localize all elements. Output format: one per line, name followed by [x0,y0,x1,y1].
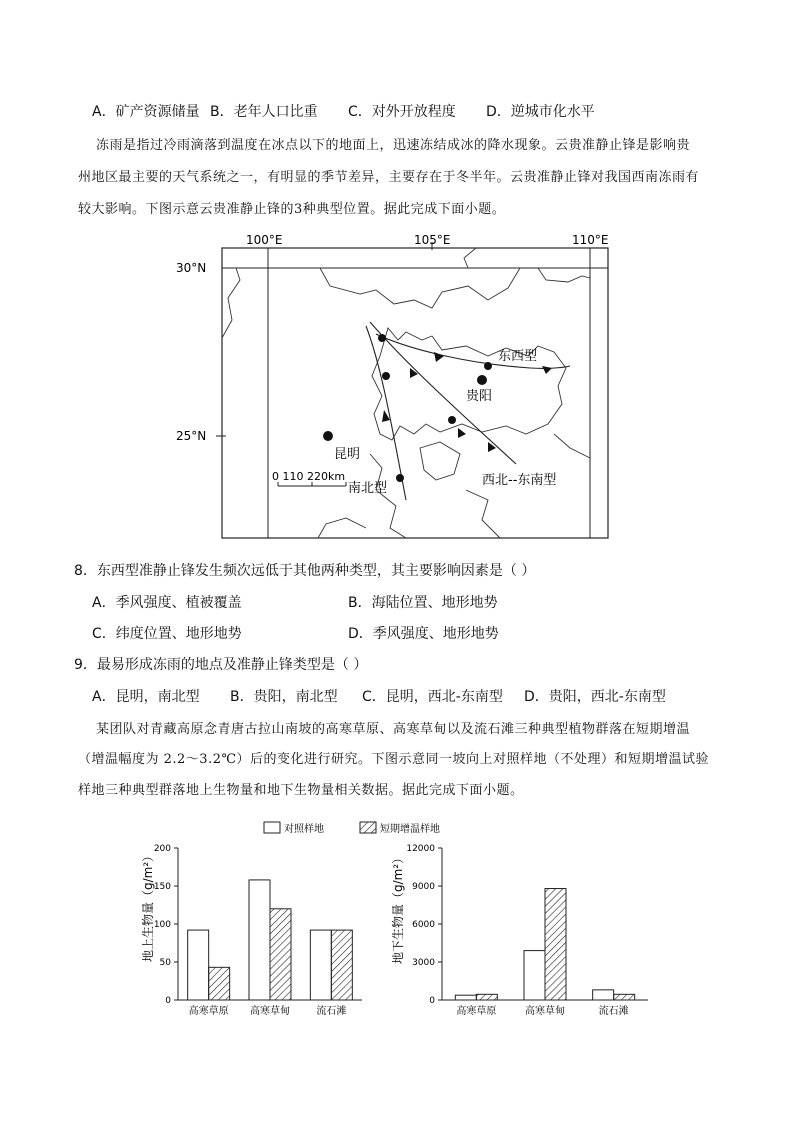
northwest-southeast-front [370,322,516,464]
y-tick-label: 9000 [412,882,435,892]
y-tick-label: 100 [153,920,171,930]
kunming-dot [323,431,333,441]
guiyang-label: 贵阳 [466,389,493,404]
legend-swatch-warming [360,822,376,833]
bar-warming [614,994,635,1000]
province-boundaries [222,248,590,538]
q9-option-d: D．贵阳，西北-东南型 [524,689,666,705]
q8-option-a: A．季风强度、植被覆盖 [92,595,242,611]
passage2-line2: （增温幅度为 2.2～3.2℃）后的变化进行研究。下图示意同一坡向上对照样地（不处理）和短期增温试验 [78,752,710,767]
front-position-map [170,228,620,540]
q8-option-d: D．季风强度、地形地势 [348,626,499,642]
lon-label-110: 110°E [572,233,609,247]
east-west-front [376,334,570,368]
map-frame [222,248,608,538]
q7-option-a: A．矿产资源储量 [92,104,200,120]
q8-stem: 8．东西型准静止锋发生频次远低于其他两种类型，其主要影响因素是（ ） [74,563,536,579]
y-tick-label: 0 [429,996,435,1006]
bar-warming [331,930,352,1000]
front-label-northwest-southeast: 西北--东南型 [482,473,557,488]
bar-control [455,995,476,1000]
y-tick-label: 12000 [406,844,435,854]
x-tick-label: 高寒草原 [456,1006,497,1017]
y-tick-label: 50 [159,958,171,968]
chart1-ylabel: 地上生物量（g/m²） [141,849,155,962]
q8-option-b: B．海陆位置、地形地势 [348,595,498,611]
biomass-bar-charts [130,812,660,1032]
y-tick-label: 150 [153,882,171,892]
front-label-east-west: 东西型 [498,349,538,364]
chart2-ylabel: 地下生物量（g/m²） [391,851,405,964]
lon-label-105: 105°E [414,233,451,247]
bar-warming [270,909,291,1000]
x-tick-label: 高寒草甸 [250,1006,290,1017]
x-tick-label: 流石滩 [598,1006,629,1017]
below-ground-biomass-chart [406,844,648,1017]
q7-option-c: C．对外开放程度 [348,104,456,120]
chart-legend [264,822,440,835]
bar-warming [476,994,497,1000]
legend-label-control: 对照样地 [284,824,324,835]
passage1-line2: 州地区最主要的天气系统之一，有明显的季节差异，主要存在于冬半年。云贵准静止锋对我国西南冻雨有 [78,170,700,185]
kunming-label: 昆明 [334,447,361,462]
north-south-front [366,326,406,500]
x-tick-label: 流石滩 [316,1006,347,1017]
above-ground-biomass-chart [154,844,362,1017]
bar-control [188,930,209,1000]
q9-option-b: B．贵阳，南北型 [230,689,338,705]
bar-control [310,930,331,1000]
x-tick-label: 高寒草原 [188,1006,229,1017]
scale-label: 0 110 220km [272,470,346,483]
y-tick-label: 200 [153,844,171,854]
y-tick-label: 0 [165,996,171,1006]
y-tick-label: 3000 [412,958,435,968]
passage2-line3: 样地三种典型群落地上生物量和地下生物量相关数据。据此完成下面小题。 [78,783,524,798]
bar-control [593,990,614,1000]
bar-control [249,880,270,1000]
legend-label-warming: 短期增温样地 [380,824,440,835]
lat-label-25: 25°N [176,429,207,443]
q9-option-a: A．昆明，南北型 [92,689,200,705]
bar-warming [545,889,566,1000]
legend-swatch-control [264,822,280,833]
q7-option-b: B．老年人口比重 [210,104,318,120]
q7-option-d: D．逆城市化水平 [486,104,595,120]
x-tick-label: 高寒草甸 [525,1006,565,1017]
bar-warming [209,967,230,1000]
front-label-north-south: 南北型 [348,481,388,496]
q8-option-c: C．纬度位置、地形地势 [92,626,242,642]
passage2-line1: 某团队对青藏高原念青唐古拉山南坡的高寒草原、高寒草甸以及流石滩三种典型植物群落在短期增温 [96,722,691,737]
passage1-line3: 较大影响。下图示意云贵准静止锋的3种典型位置。据此完成下面小题。 [78,202,506,217]
passage1-line1: 冻雨是指过冷雨滴落到温度在冰点以下的地面上，迅速冻结成冰的降水现象。云贵准静止锋是影响贵 [96,138,691,153]
bar-control [524,951,545,1000]
q9-stem: 9．最易形成冻雨的地点及准静止锋类型是（ ） [74,657,368,673]
lon-label-100: 100°E [246,233,283,247]
lat-label-30: 30°N [176,261,207,275]
guiyang-dot [477,375,487,385]
q9-option-c: C．昆明，西北-东南型 [362,689,503,705]
y-tick-label: 6000 [412,920,435,930]
